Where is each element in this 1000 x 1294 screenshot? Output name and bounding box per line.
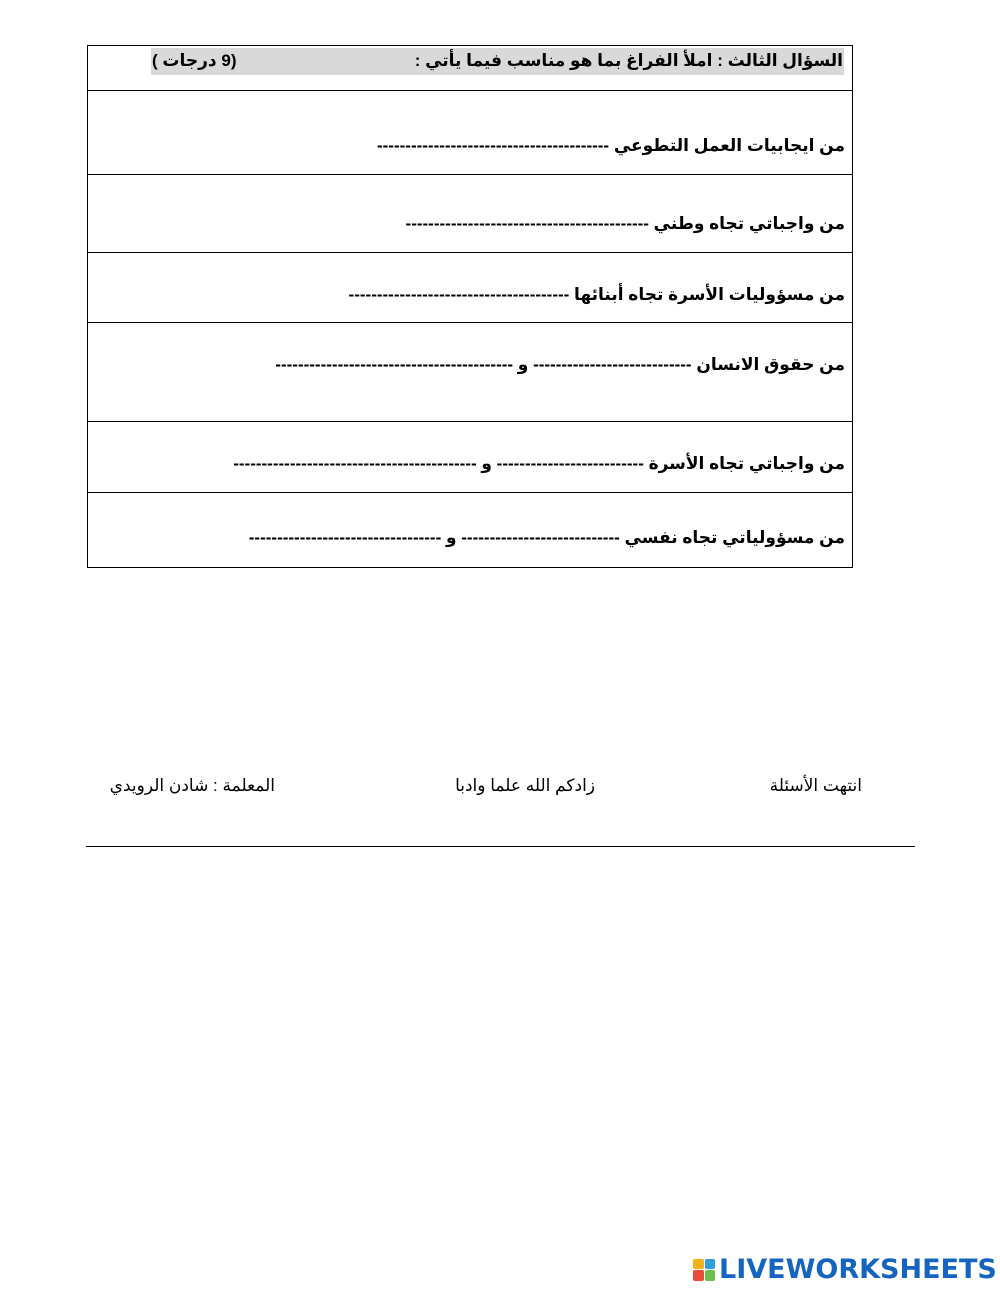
footer-divider xyxy=(86,846,915,847)
end-of-questions: انتهت الأسئلة xyxy=(769,776,862,795)
fill-blank-row xyxy=(88,422,852,493)
fill-blank-prompt[interactable]: من ايجابيات العمل التطوعي ----------------------------------------- xyxy=(376,136,845,155)
fill-blank-prompt[interactable]: من مسؤولياتي تجاه نفسي ---------------------------- و ---------------------------------- xyxy=(248,528,845,547)
blessing-text: زادكم الله علما وادبا xyxy=(455,776,595,795)
fill-blank-prompt[interactable]: من حقوق الانسان ---------------------------- و ------------------------------------------ xyxy=(275,355,845,374)
liveworksheets-mark-icon xyxy=(693,1259,715,1281)
fill-blank-row xyxy=(88,323,852,422)
fill-blank-prompt[interactable]: من مسؤوليات الأسرة تجاه أبنائها --------------------------------------- xyxy=(348,285,845,304)
fill-blank-row xyxy=(88,253,852,323)
fill-blank-prompt[interactable]: من واجباتي تجاه الأسرة -------------------------- و ------------------------------------------- xyxy=(233,454,845,473)
liveworksheets-wordmark: LIVEWORKSHEETS xyxy=(719,1254,997,1285)
question-grade: (9 درجات ) xyxy=(152,51,237,70)
fill-blank-row xyxy=(88,175,852,253)
question-title: السؤال الثالث : املأ الفراغ بما هو مناسب فيما يأتي : xyxy=(414,51,843,70)
liveworksheets-logo xyxy=(693,1254,997,1285)
fill-blank-row xyxy=(88,493,852,568)
fill-blank-prompt[interactable]: من واجباتي تجاه وطني ------------------------------------------- xyxy=(405,214,845,233)
question-table xyxy=(87,45,853,568)
question-header-row xyxy=(88,46,852,91)
teacher-name: المعلمة : شادن الرويدي xyxy=(109,776,275,795)
fill-blank-row xyxy=(88,91,852,175)
